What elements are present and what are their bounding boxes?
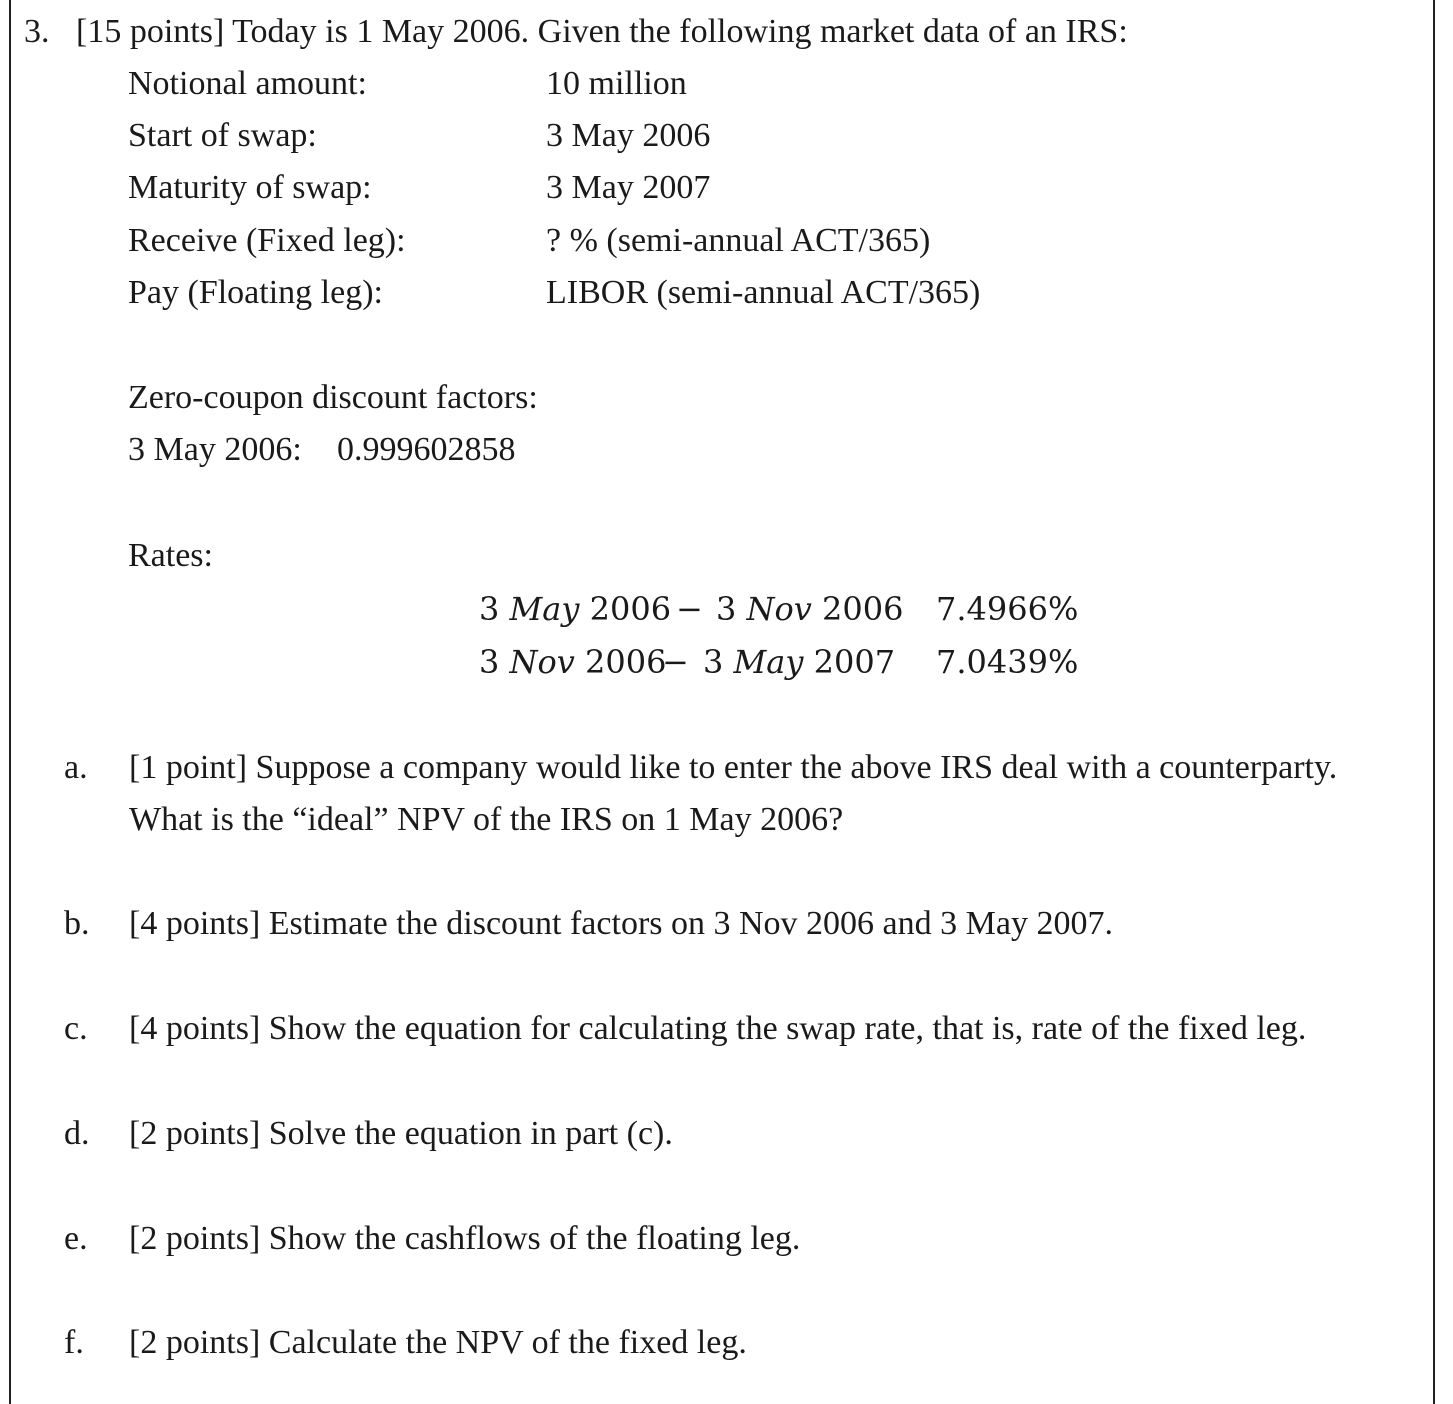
term-value-floating-leg: LIBOR (semi-annual ACT/365)	[546, 274, 981, 311]
term-label-fixed-leg: Receive (Fixed leg):	[128, 222, 406, 259]
discount-heading: Zero-coupon discount factors:	[128, 379, 538, 416]
part-a-text-line2: What is the “ideal” NPV of the IRS on 1 May 2006?	[129, 801, 844, 838]
part-c-letter: c.	[64, 1010, 88, 1047]
rates-heading: Rates:	[128, 537, 213, 574]
discount-date: 3 May 2006:	[128, 431, 302, 468]
question-intro: [15 points] Today is 1 May 2006. Given the following market data of an IRS:	[76, 13, 1128, 50]
term-label-notional: Notional amount:	[128, 65, 367, 102]
rate-period-2-end: 3 May 2007	[703, 643, 896, 681]
rate-value-2: 7.0439%	[936, 643, 1079, 681]
question-number: 3.	[24, 13, 50, 50]
part-b-text: [4 points] Estimate the discount factors on 3 Nov 2006 and 3 May 2007.	[129, 905, 1113, 942]
term-value-start: 3 May 2006	[546, 117, 711, 154]
part-d-letter: d.	[64, 1115, 90, 1152]
part-b-letter: b.	[64, 905, 90, 942]
part-f-text: [2 points] Calculate the NPV of the fixed leg.	[129, 1324, 747, 1361]
part-a-letter: a.	[64, 749, 88, 786]
term-label-start: Start of swap:	[128, 117, 317, 154]
discount-value: 0.999602858	[337, 431, 516, 468]
term-label-floating-leg: Pay (Floating leg):	[128, 274, 383, 311]
part-e-letter: e.	[64, 1220, 88, 1257]
rate-period-1-end: 3 Nov 2006	[716, 590, 904, 628]
part-a-text: [1 point] Suppose a company would like to enter the above IRS deal with a counterparty.	[129, 749, 1338, 786]
rate-separator-1: −	[676, 590, 703, 628]
term-value-notional: 10 million	[546, 65, 687, 102]
rate-period-2: 3 Nov 2006	[479, 643, 667, 681]
term-label-maturity: Maturity of swap:	[128, 169, 372, 206]
rate-separator-2: −	[662, 643, 689, 681]
part-f-letter: f.	[64, 1324, 84, 1361]
question-frame	[9, 0, 1435, 1404]
rate-value-1: 7.4966%	[936, 590, 1079, 628]
rate-period-1: 3 May 2006	[479, 590, 672, 628]
term-value-fixed-leg: ? % (semi-annual ACT/365)	[546, 222, 931, 259]
part-c-text: [4 points] Show the equation for calculating the swap rate, that is, rate of the fixed leg.	[129, 1010, 1307, 1047]
part-d-text: [2 points] Solve the equation in part (c).	[129, 1115, 673, 1152]
part-e-text: [2 points] Show the cashflows of the floating leg.	[129, 1220, 801, 1257]
term-value-maturity: 3 May 2007	[546, 169, 711, 206]
